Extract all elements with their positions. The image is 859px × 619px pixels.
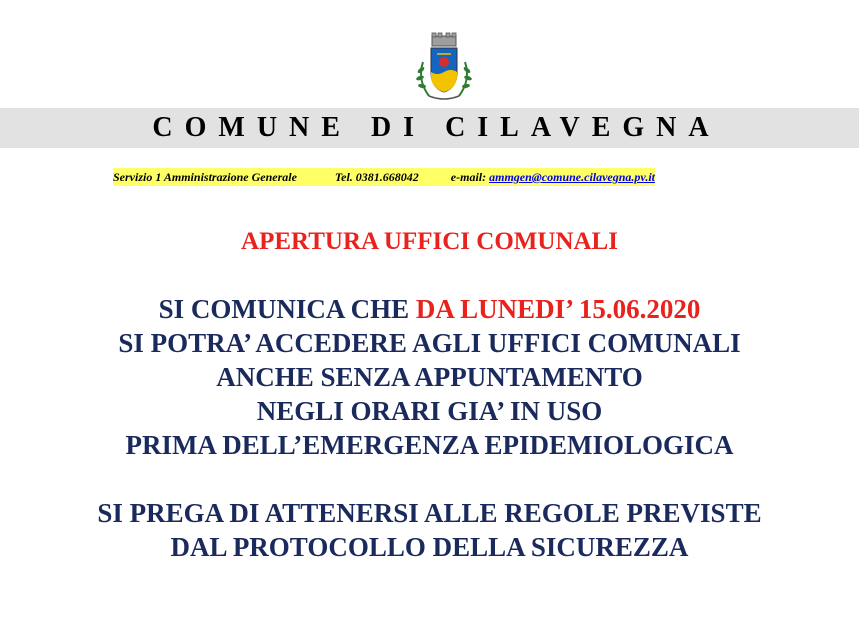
notice-date-highlight: DA LUNEDI’ 15.06.2020: [415, 294, 701, 324]
paragraph-gap: [0, 462, 859, 496]
notice-line-6: SI PREGA DI ATTENERSI ALLE REGOLE PREVISTE: [97, 498, 762, 528]
contact-info-line: [113, 168, 655, 186]
notice-line-5: PRIMA DELL’EMERGENZA EPIDEMIOLOGICA: [125, 430, 734, 460]
notice-line-2: SI POTRA’ ACCEDERE AGLI UFFICI COMUNALI: [118, 328, 741, 358]
municipal-coat-of-arms: [413, 32, 475, 104]
phone-number: Tel. 0381.668042: [334, 170, 419, 184]
municipality-title: COMUNE DI CILAVEGNA: [152, 112, 721, 143]
notice-line-3: ANCHE SENZA APPUNTAMENTO: [216, 362, 643, 392]
service-name: Servizio 1 Amministrazione Generale: [113, 170, 297, 184]
notice-body: [0, 292, 859, 564]
notice-headline: APERTURA UFFICI COMUNALI: [241, 228, 618, 255]
notice-line-1-prefix: SI COMUNICA CHE: [158, 294, 416, 324]
notice-line-7: DAL PROTOCOLLO DELLA SICUREZZA: [170, 532, 689, 562]
email-link[interactable]: ammgen@comune.cilavegna.pv.it: [489, 170, 655, 184]
header-band: [0, 108, 859, 148]
notice-line-1: [0, 292, 859, 326]
notice-line-4: NEGLI ORARI GIA’ IN USO: [256, 396, 603, 426]
email-label: e-mail:: [450, 170, 487, 184]
